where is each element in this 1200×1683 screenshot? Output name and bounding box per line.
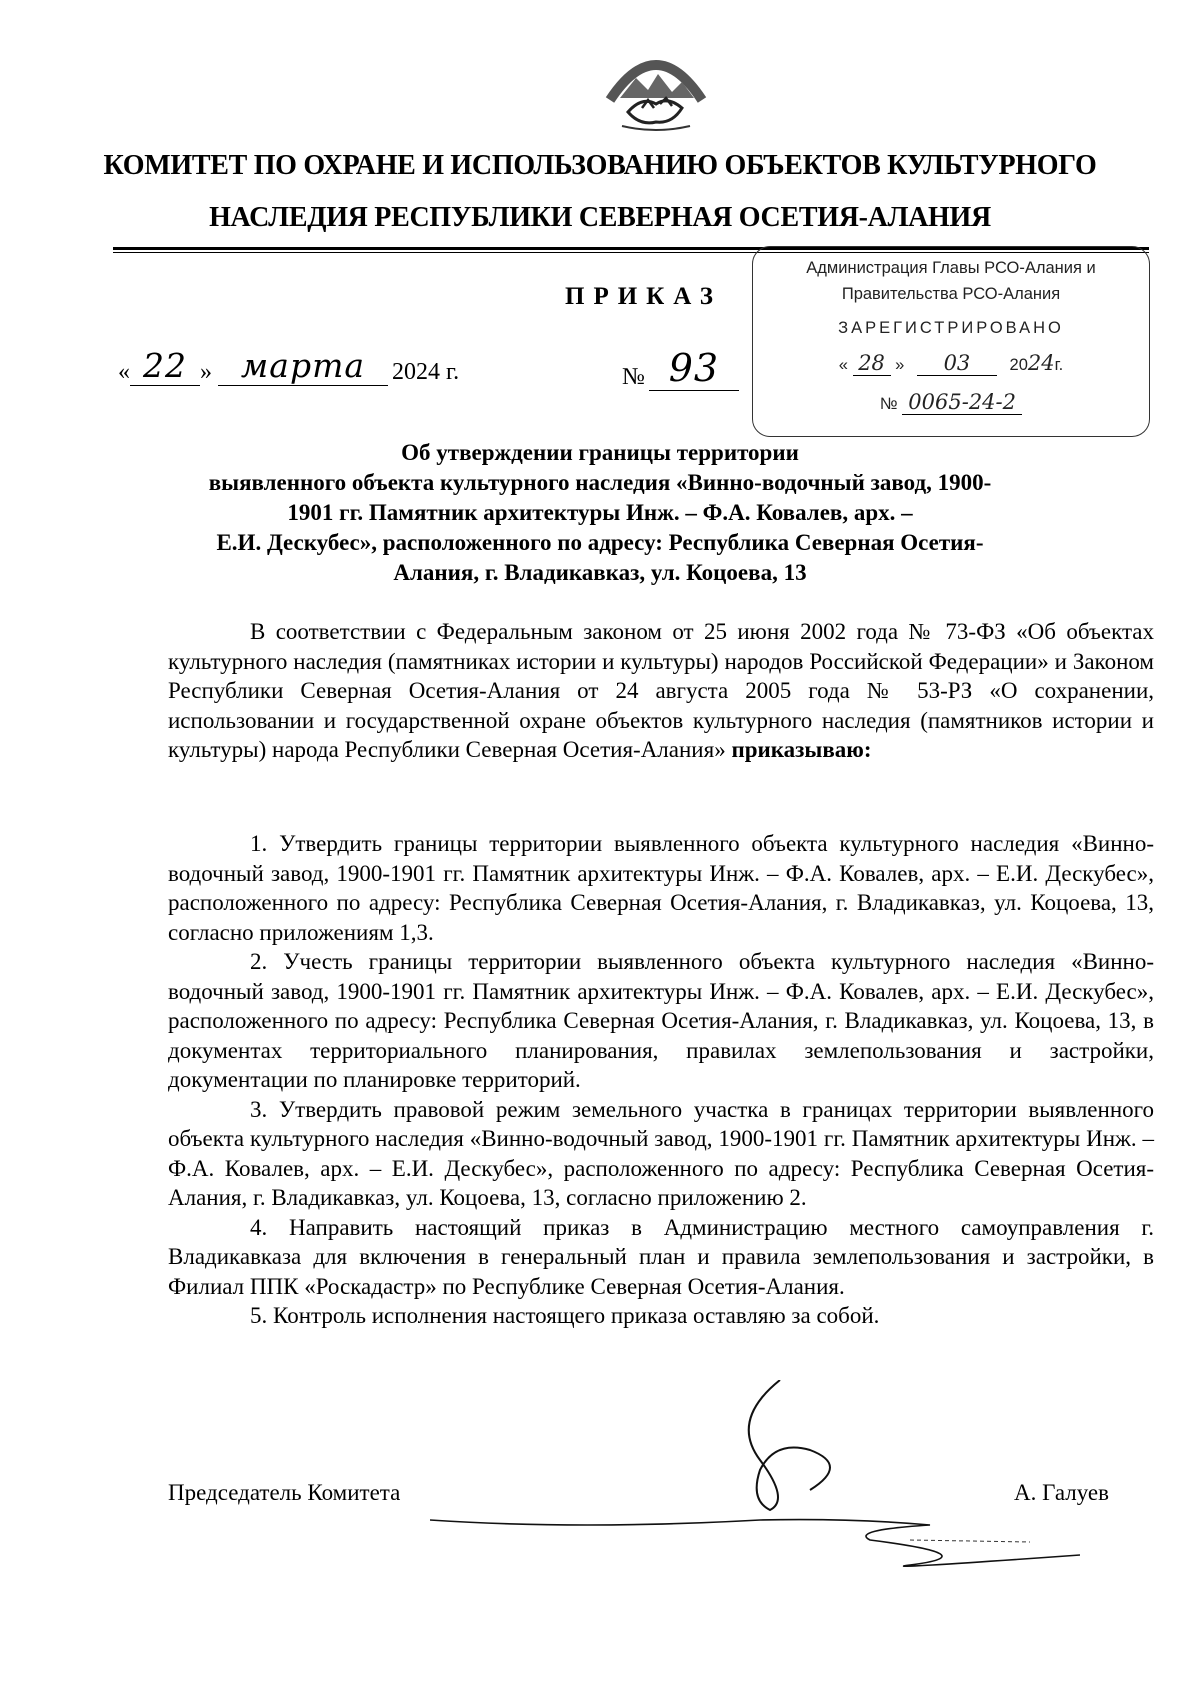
stamp-year-prefix: 20	[1009, 356, 1028, 374]
date-close-quote: »	[200, 359, 212, 385]
preamble-command: приказываю:	[731, 737, 872, 762]
list-item: 3. Утвердить правовой режим земельного участка в границах территории выявленного объекта культурного наследия «Винно-водочный завод, 1900-1901 гг. Памятник архитектуры Инж. – Ф.А. Ковалев, арх. – Е.И. Дескубес», расположенного по адресу: Республика Северная Осетия-Алания, г. Владикавказ, ул. Коцоева, 13, согласно приложению 2.	[168, 1096, 1154, 1210]
stamp-year-unit: г.	[1054, 356, 1064, 374]
number-value: 93	[649, 346, 739, 391]
stamp-line1: Администрация Главы РСО-Алания и	[806, 259, 1096, 277]
stamp-registered: ЗАРЕГИСТРИРОВАНО	[838, 319, 1064, 337]
date-year: 2024 г.	[392, 359, 460, 385]
signatory-name: А. Галуев	[1014, 1480, 1109, 1505]
preamble-text: В соответствии с Федеральным законом от 25 июня 2002 года № 73-ФЗ «Об объектах культурного наследия (памятниках истории и культуры) народов Российской Федерации» и Законом Республики Северная Осетия-Алания от 24 августа 2005 года № 53-РЗ «О сохранении, использовании и государственной охране объектов культурного наследия (памятников истории и культуры) народа Республики Северная Осетия-Алания»	[168, 619, 1154, 762]
title-line5: Алания, г. Владикавказ, ул. Коцоева, 13	[393, 560, 807, 585]
date-month: марта	[218, 346, 388, 386]
document-type: ПРИКАЗ	[565, 283, 722, 310]
stamp-open-quote: «	[838, 356, 848, 374]
stamp-day: 28	[853, 351, 891, 376]
title-line3: 1901 гг. Памятник архитектуры Инж. – Ф.А. Ковалев, арх. –	[287, 500, 913, 525]
date-day: 22	[130, 346, 200, 386]
registration-stamp	[752, 246, 1150, 437]
stamp-line2: Правительства РСО-Алания	[841, 285, 1061, 303]
stamp-number-label: №	[879, 395, 898, 413]
date-open-quote: «	[118, 359, 130, 385]
order-number	[622, 346, 739, 391]
list-item: 5. Контроль исполнения настоящего приказа оставляю за собой.	[250, 1303, 880, 1328]
number-label: №	[622, 364, 645, 390]
title-line4: Е.И. Дескубес», расположенного по адресу: Республика Северная Осетия-	[216, 530, 984, 555]
title-line1: Об утверждении границы территории	[401, 440, 799, 465]
handwritten-signature	[430, 1380, 1080, 1580]
organization-name-line2: НАСЛЕДИЯ РЕСПУБЛИКИ СЕВЕРНАЯ ОСЕТИЯ-АЛАНИЯ	[209, 202, 991, 233]
title-line2: выявленного объекта культурного наследия «Винно-водочный завод, 1900-	[208, 470, 992, 495]
order-date	[118, 346, 459, 386]
stamp-month: 03	[917, 351, 997, 376]
stamp-number-value: 0065-24-2	[902, 390, 1022, 415]
list-item: 1. Утвердить границы территории выявленного объекта культурного наследия «Винно-водочный завод, 1900-1901 гг. Памятник архитектуры Инж. – Ф.А. Ковалев, арх. – Е.И. Дескубес», расположенного по адресу: Республика Северная Осетия-Алания, г. Владикавказ, ул. Коцоева, 13, согласно приложениям 1,3.	[168, 831, 1154, 945]
stamp-number	[753, 390, 1149, 415]
list-item: 4. Направить настоящий приказ в Администрацию местного самоуправления г. Владикавказа для включения в генеральный план и правила землепользования и застройки, в Филиал ППК «Роскадастр» по Республике Северная Осетия-Алания.	[168, 1214, 1154, 1299]
list-item: 2. Учесть границы территории выявленного объекта культурного наследия «Винно-водочный завод, 1900-1901 гг. Памятник архитектуры Инж. – Ф.А. Ковалев, арх. – Е.И. Дескубес», расположенного по адресу: Республика Северная Осетия-Алания, г. Владикавказ, ул. Коцоева, 13, в документах территориального планирования, правилах землепользования и застройки, документации по планировке территорий.	[168, 949, 1154, 1092]
order-title	[140, 438, 1060, 588]
stamp-close-quote: »	[895, 356, 905, 374]
order-items	[168, 829, 1154, 1331]
stamp-date	[753, 351, 1149, 376]
preamble-paragraph	[168, 617, 1154, 765]
signatory-position: Председатель Комитета	[168, 1480, 401, 1505]
stamp-year-suffix: 24	[1027, 351, 1055, 375]
organization-name-line1: КОМИТЕТ ПО ОХРАНЕ И ИСПОЛЬЗОВАНИЮ ОБЪЕКТОВ КУЛЬТУРНОГО	[103, 150, 1097, 181]
republic-emblem-icon	[602, 38, 710, 136]
